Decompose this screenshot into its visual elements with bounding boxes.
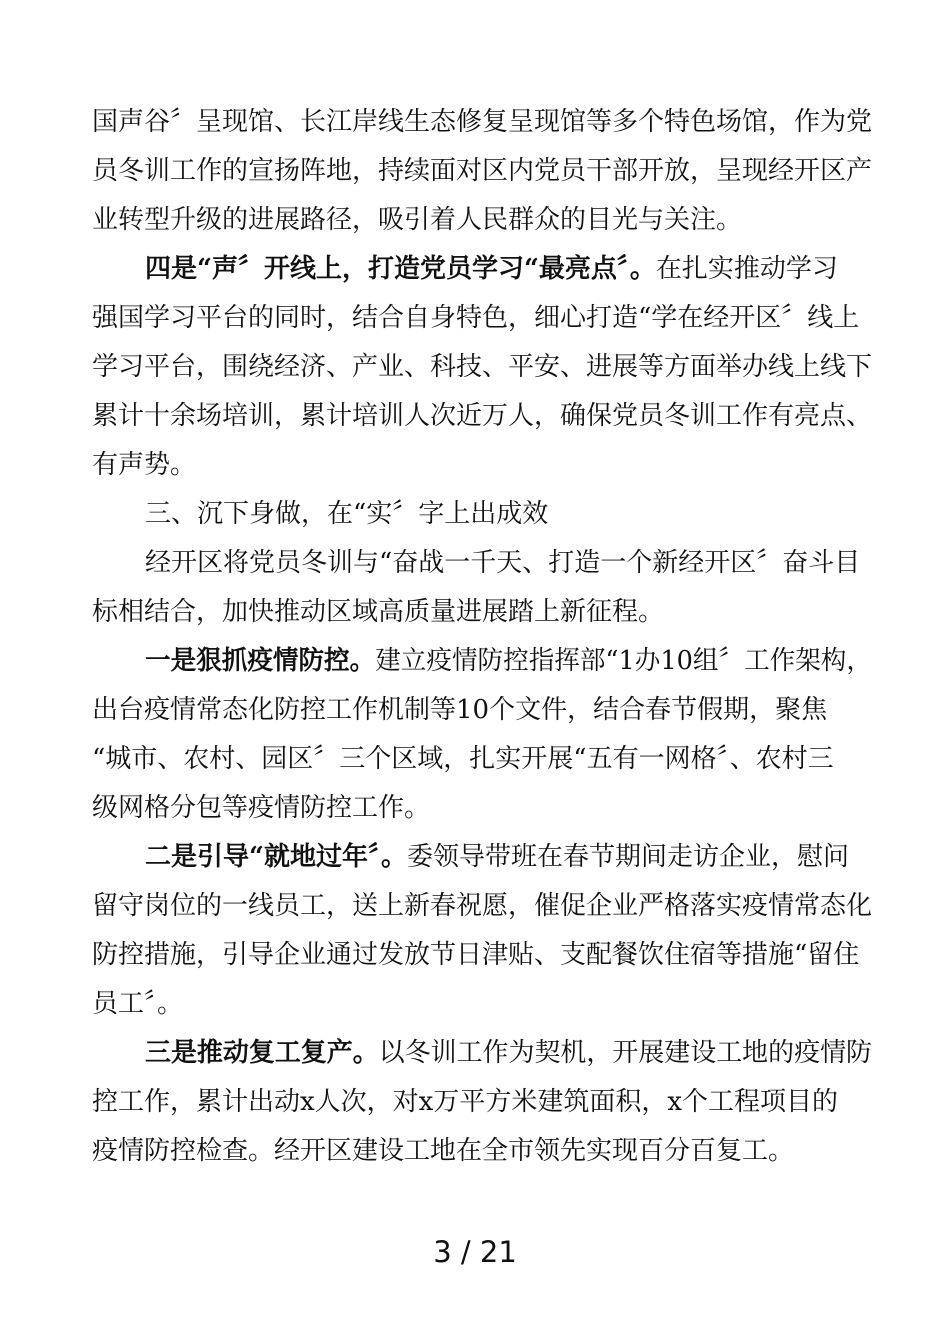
text-line: 留守岗位的一线员工，送上新春祝愿，催促企业严格落实疫情常态化 bbox=[92, 891, 873, 921]
bold-heading: 四是“声〞开线上，打造党员学习“最亮点〞。 bbox=[145, 254, 656, 284]
section-heading: 三、沉下身做，在“实〞字上出成效 bbox=[145, 499, 549, 529]
text-line: 疫情防控检查。经开区建设工地在全市领先实现百分百复工。 bbox=[92, 1136, 795, 1166]
text-line: 学习平台，围绕经济、产业、科技、平安、进展等方面举办线上线下 bbox=[92, 352, 873, 382]
text-line: 业转型升级的进展路径，吸引着人民群众的目光与关注。 bbox=[92, 205, 743, 235]
paragraph-first-line: 一是狠抓疫情防控。建立疫情防控指挥部“1办10组〞工作架构， bbox=[145, 646, 872, 676]
text-line: 级网格分包等疫情防控工作。 bbox=[92, 793, 431, 823]
paragraph-first-line: 二是引导“就地过年〞。委领导带班在春节期间走访企业，慰问 bbox=[145, 842, 849, 872]
text-line: 累计十余场培训，累计培训人次近万人，确保党员冬训工作有亮点、 bbox=[92, 401, 873, 431]
text-line: 防控措施，引导企业通过发放节日津贴、支配餐饮住宿等措施“留住 bbox=[92, 940, 860, 970]
paragraph-first-line: 经开区将党员冬训与“奋战一千天、打造一个新经开区〞奋斗目 bbox=[145, 548, 861, 578]
text-line: 有声势。 bbox=[92, 450, 197, 480]
page-number: 3 / 21 bbox=[433, 1235, 517, 1269]
text-line: 员冬训工作的宣扬阵地，持续面对区内党员干部开放，呈现经开区产 bbox=[92, 156, 873, 186]
text-line: “城市、农村、园区〞三个区域，扎实开展“五有一网格〞、农村三 bbox=[92, 744, 834, 774]
text-line: 强国学习平台的同时，结合自身特色，细心打造“学在经开区〞线上 bbox=[92, 303, 860, 333]
text-line: 国声谷〞呈现馆、长江岸线生态修复呈现馆等多个特色场馆，作为党 bbox=[92, 107, 873, 137]
bold-heading: 二是引导“就地过年〞。 bbox=[145, 842, 407, 872]
text-line: 员工〞。 bbox=[92, 989, 184, 1019]
paragraph-first-line: 三是推动复工复产。以冬训工作为契机，开展建设工地的疫情防 bbox=[145, 1038, 873, 1068]
bold-heading: 一是狠抓疫情防控。 bbox=[145, 646, 376, 676]
paragraph-first-line: 四是“声〞开线上，打造党员学习“最亮点〞。在扎实推动学习 bbox=[145, 254, 838, 284]
text-line: 出台疫情常态化防控工作机制等10个文件，结合春节假期，聚焦 bbox=[92, 695, 828, 725]
bold-heading: 三是推动复工复产。 bbox=[145, 1038, 379, 1068]
text-line: 控工作，累计出动x人次，对x万平方米建筑面积，x个工程项目的 bbox=[92, 1087, 838, 1117]
text-line: 标相结合，加快推动区域高质量进展踏上新征程。 bbox=[92, 597, 665, 627]
